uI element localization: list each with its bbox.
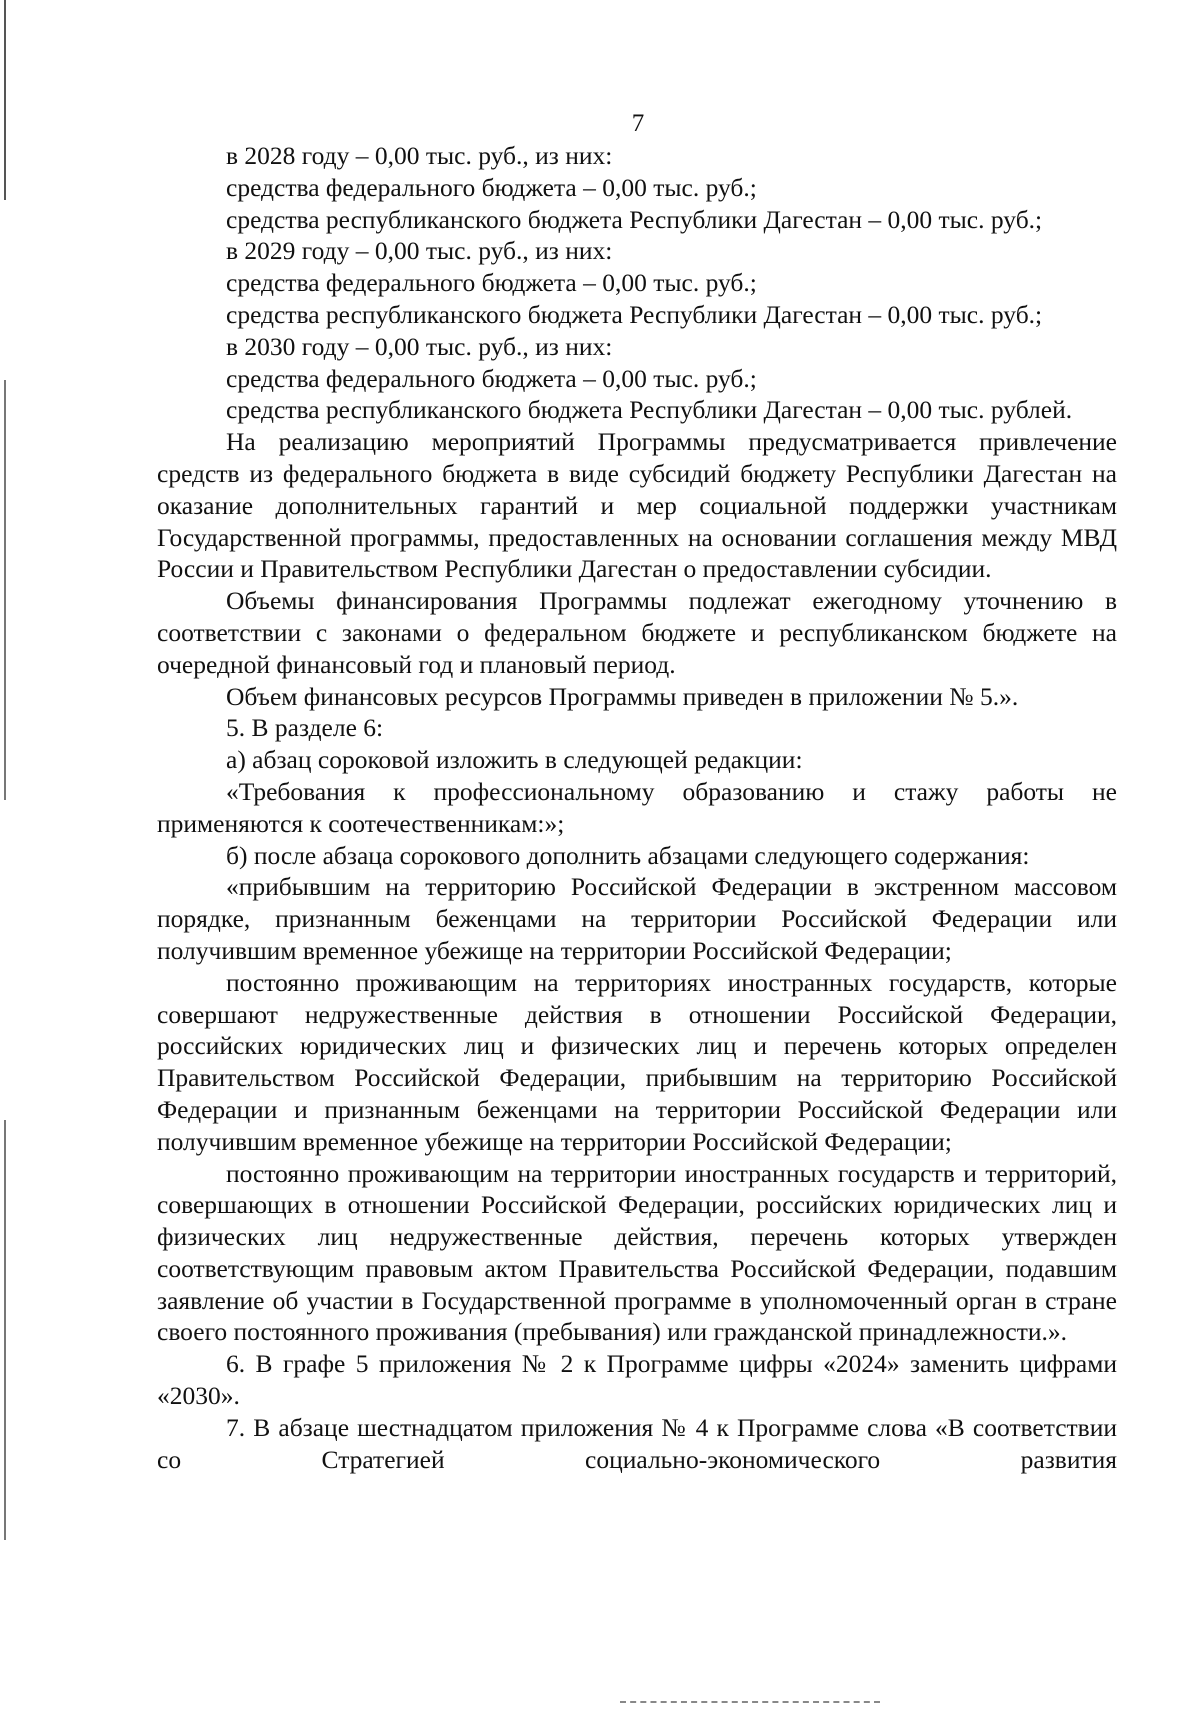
paragraph: Объемы финансирования Программы подлежат ежегодному уточнению в соответствии с законами о федеральном бюджете и республиканском бюджете на очередной финансовый год и плановый период. [157,586,1117,679]
paragraph: постоянно проживающим на территории иностранных государств и территорий, совершающих в отношении Российской Федерации, российских юридических лиц и физических лиц недружественные действия, перечень которых утвержден соответствующим правовым актом Правительства Российской Федерации, подавшим заявление об участии в Государственной программе в уполномоченный орган в стране своего постоянного проживания (пребывания) или гражданской принадлежности.». [157,1158,1117,1347]
paragraph: Объем финансовых ресурсов Программы приведен в приложении № 5.». [226,681,1019,711]
paragraph: в 2029 году – 0,00 тыс. руб., из них: [226,236,613,266]
paragraph: постоянно проживающим на территориях иностранных государств, которые совершают недружественные действия в отношении Российской Федерации, российских юридических лиц и физических лиц и перечень которых определен Правительством Российской Федерации, прибывшим на территорию Российской Федерации и признанным беженцами на территории Российской Федерации или получившим временное убежище на территории Российской Федерации; [157,967,1117,1156]
paragraph: 5. В разделе 6: [226,713,384,743]
paragraph: в 2030 году – 0,00 тыс. руб., из них: [226,331,613,361]
paragraph: средства республиканского бюджета Республики Дагестан – 0,00 тыс. руб.; [226,204,1043,234]
document-body [157,140,1117,1475]
paragraph: б) после абзаца сорокового дополнить абзацами следующего содержания: [226,840,1030,870]
paragraph: средства федерального бюджета – 0,00 тыс. руб.; [226,172,757,202]
paragraph: средства федерального бюджета – 0,00 тыс. руб.; [226,268,757,298]
paragraph: а) абзац сороковой изложить в следующей редакции: [226,745,803,775]
paragraph: «Требования к профессиональному образованию и стажу работы не применяются к соотечественникам:»; [157,776,1117,838]
paragraph: средства федерального бюджета – 0,00 тыс. руб.; [226,363,757,393]
paragraph: средства республиканского бюджета Республики Дагестан – 0,00 тыс. рублей. [226,395,1073,425]
paragraph: На реализацию мероприятий Программы предусматривается привлечение средств из федерального бюджета в виде субсидий бюджету Республики Дагестан на оказание дополнительных гарантий и мер социальной поддержки участникам Государственной программы, предоставленных на основании соглашения между МВД России и Правительством Республики Дагестан о предоставлении субсидии. [157,427,1117,584]
scan-bottom-mark [620,1701,880,1705]
page-number: 7 [631,110,645,137]
paragraph: средства республиканского бюджета Республики Дагестан – 0,00 тыс. руб.; [226,299,1043,329]
paragraph: «прибывшим на территорию Российской Федерации в экстренном массовом порядке, признанным беженцами на территории Российской Федерации или получившим временное убежище на территории Российской Федерации; [157,872,1117,965]
paragraph: 7. В абзаце шестнадцатом приложения № 4 к Программе слова «В соответствии со Стратегией социально-экономического развития [157,1412,1117,1474]
paragraph: в 2028 году – 0,00 тыс. руб., из них: [226,141,613,170]
scan-edge-line [4,1120,6,1540]
paragraph: 6. В графе 5 приложения № 2 к Программе цифры «2024» заменить цифрами «2030». [157,1349,1117,1411]
scan-edge-line [4,0,6,200]
scan-edge-line [4,380,6,800]
